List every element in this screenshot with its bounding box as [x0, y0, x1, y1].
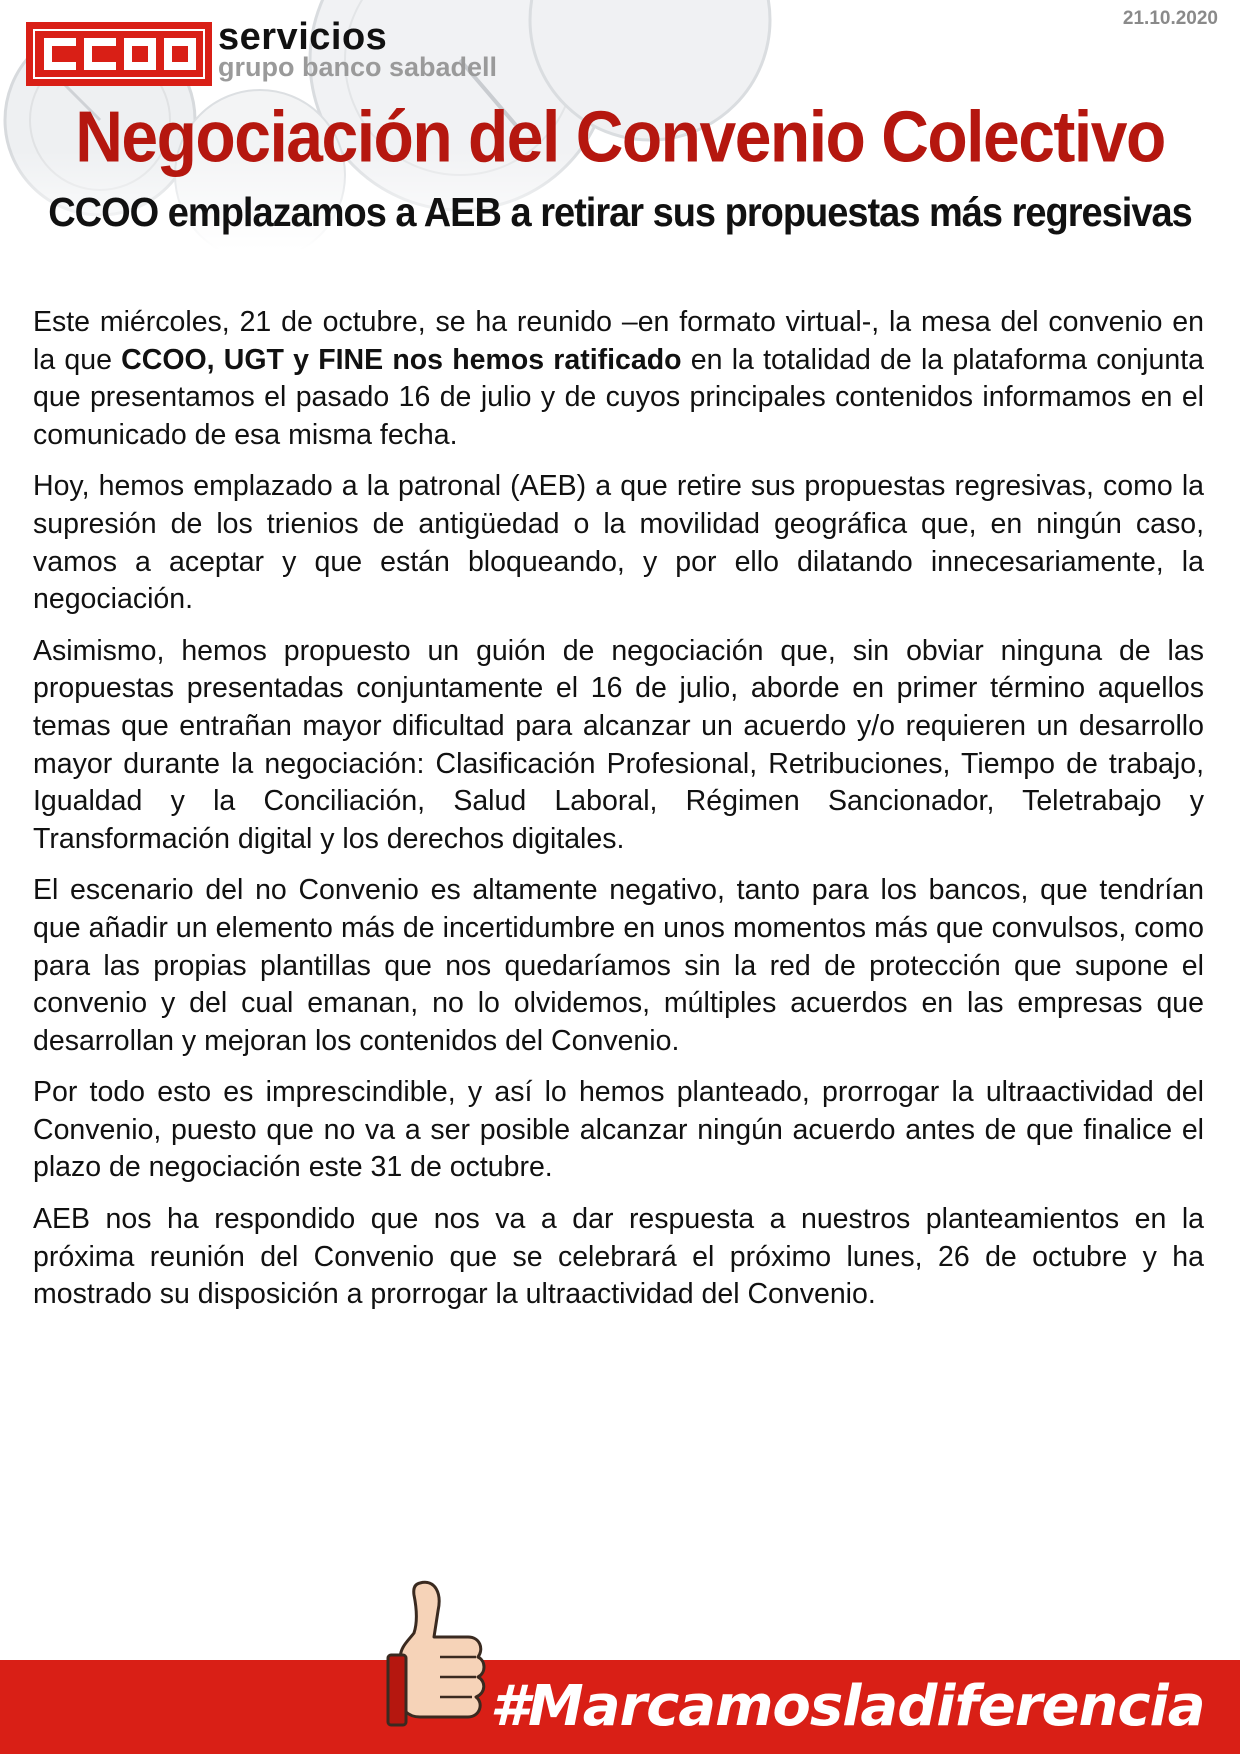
thumbs-up-icon	[380, 1575, 490, 1755]
paragraph-5: Por todo esto es imprescindible, y así lo hemos planteado, prorrogar la ultraactividad del Convenio, puesto que no va a ser posible alcanzar ningún acuerdo antes de que finalice el plazo de negociación este 31 de octubre.	[33, 1076, 1204, 1184]
paragraph-3: Asimismo, hemos propuesto un guión de negociación que, sin obviar ninguna de las propuestas presentadas conjuntamente el 16 de julio, aborde en primer término aquellos temas que entrañan mayor dificultad para alcanzar un acuerdo y/o requieren un desarrollo mayor durante la negociación: Clasificación Profesional, Retribuciones, Tiempo de trabajo, Igualdad y la Conciliación, Salud Laboral, Régimen Sancionador, Teletrabajo y Transformación digital y los derechos digitales.	[33, 634, 1204, 855]
ccoo-logo	[26, 22, 212, 86]
campaign-hashtag: #Marcamosladiferencia	[490, 1674, 1205, 1739]
document-date: 21.10.2020	[1122, 8, 1218, 29]
paragraph-1-end: en la totalidad de la plataforma conjunta que presentamos el pasado 16 de julio y de cuyos principales contenidos informamos en el comunicado de esa misma fecha.	[33, 343, 1204, 451]
brand-subtitle: grupo banco sabadell	[218, 52, 498, 82]
article-body	[33, 304, 1204, 1328]
paragraph-4: El escenario del no Convenio es altamente negativo, tanto para los bancos, que tendrían que añadir un elemento más de incertidumbre en unos momentos más que convulsos, como para las propias plantillas que nos quedaríamos sin la red de protección que supone el convenio y del cual emanan, no lo olvidemos, múltiples acuerdos en las empresas que desarrollan y mejoran los contenidos del Convenio.	[33, 874, 1204, 1057]
page-subtitle: CCOO emplazamos a AEB a retirar sus propuestas más regresivas	[48, 190, 1192, 236]
paragraph-1-start: Este miércoles, 21 de octubre, se ha reunido –en formato virtual-, la mesa del convenio en la que	[33, 306, 1204, 376]
paragraph-6: AEB nos ha respondido que nos va a dar respuesta a nuestros planteamientos en la próxima reunión del Convenio que se celebrará el próximo lunes, 26 de octubre y ha mostrado su disposición a prorrogar la ultraactividad del Convenio.	[33, 1203, 1204, 1311]
paragraph-1-bold: CCOO, UGT y FINE nos hemos ratificado	[121, 343, 682, 376]
paragraph-1	[33, 304, 1204, 454]
page-title: Negociación del Convenio Colectivo	[75, 95, 1165, 177]
paragraph-2: Hoy, hemos emplazado a la patronal (AEB) a que retire sus propuestas regresivas, como la supresión de los trienios de antigüedad o la movilidad geográfica que, en ningún caso, vamos a aceptar y que están bloqueando, y por ello dilatando innecesariamente, la negociación.	[33, 470, 1204, 616]
brand-servicios: servicios	[218, 16, 388, 58]
